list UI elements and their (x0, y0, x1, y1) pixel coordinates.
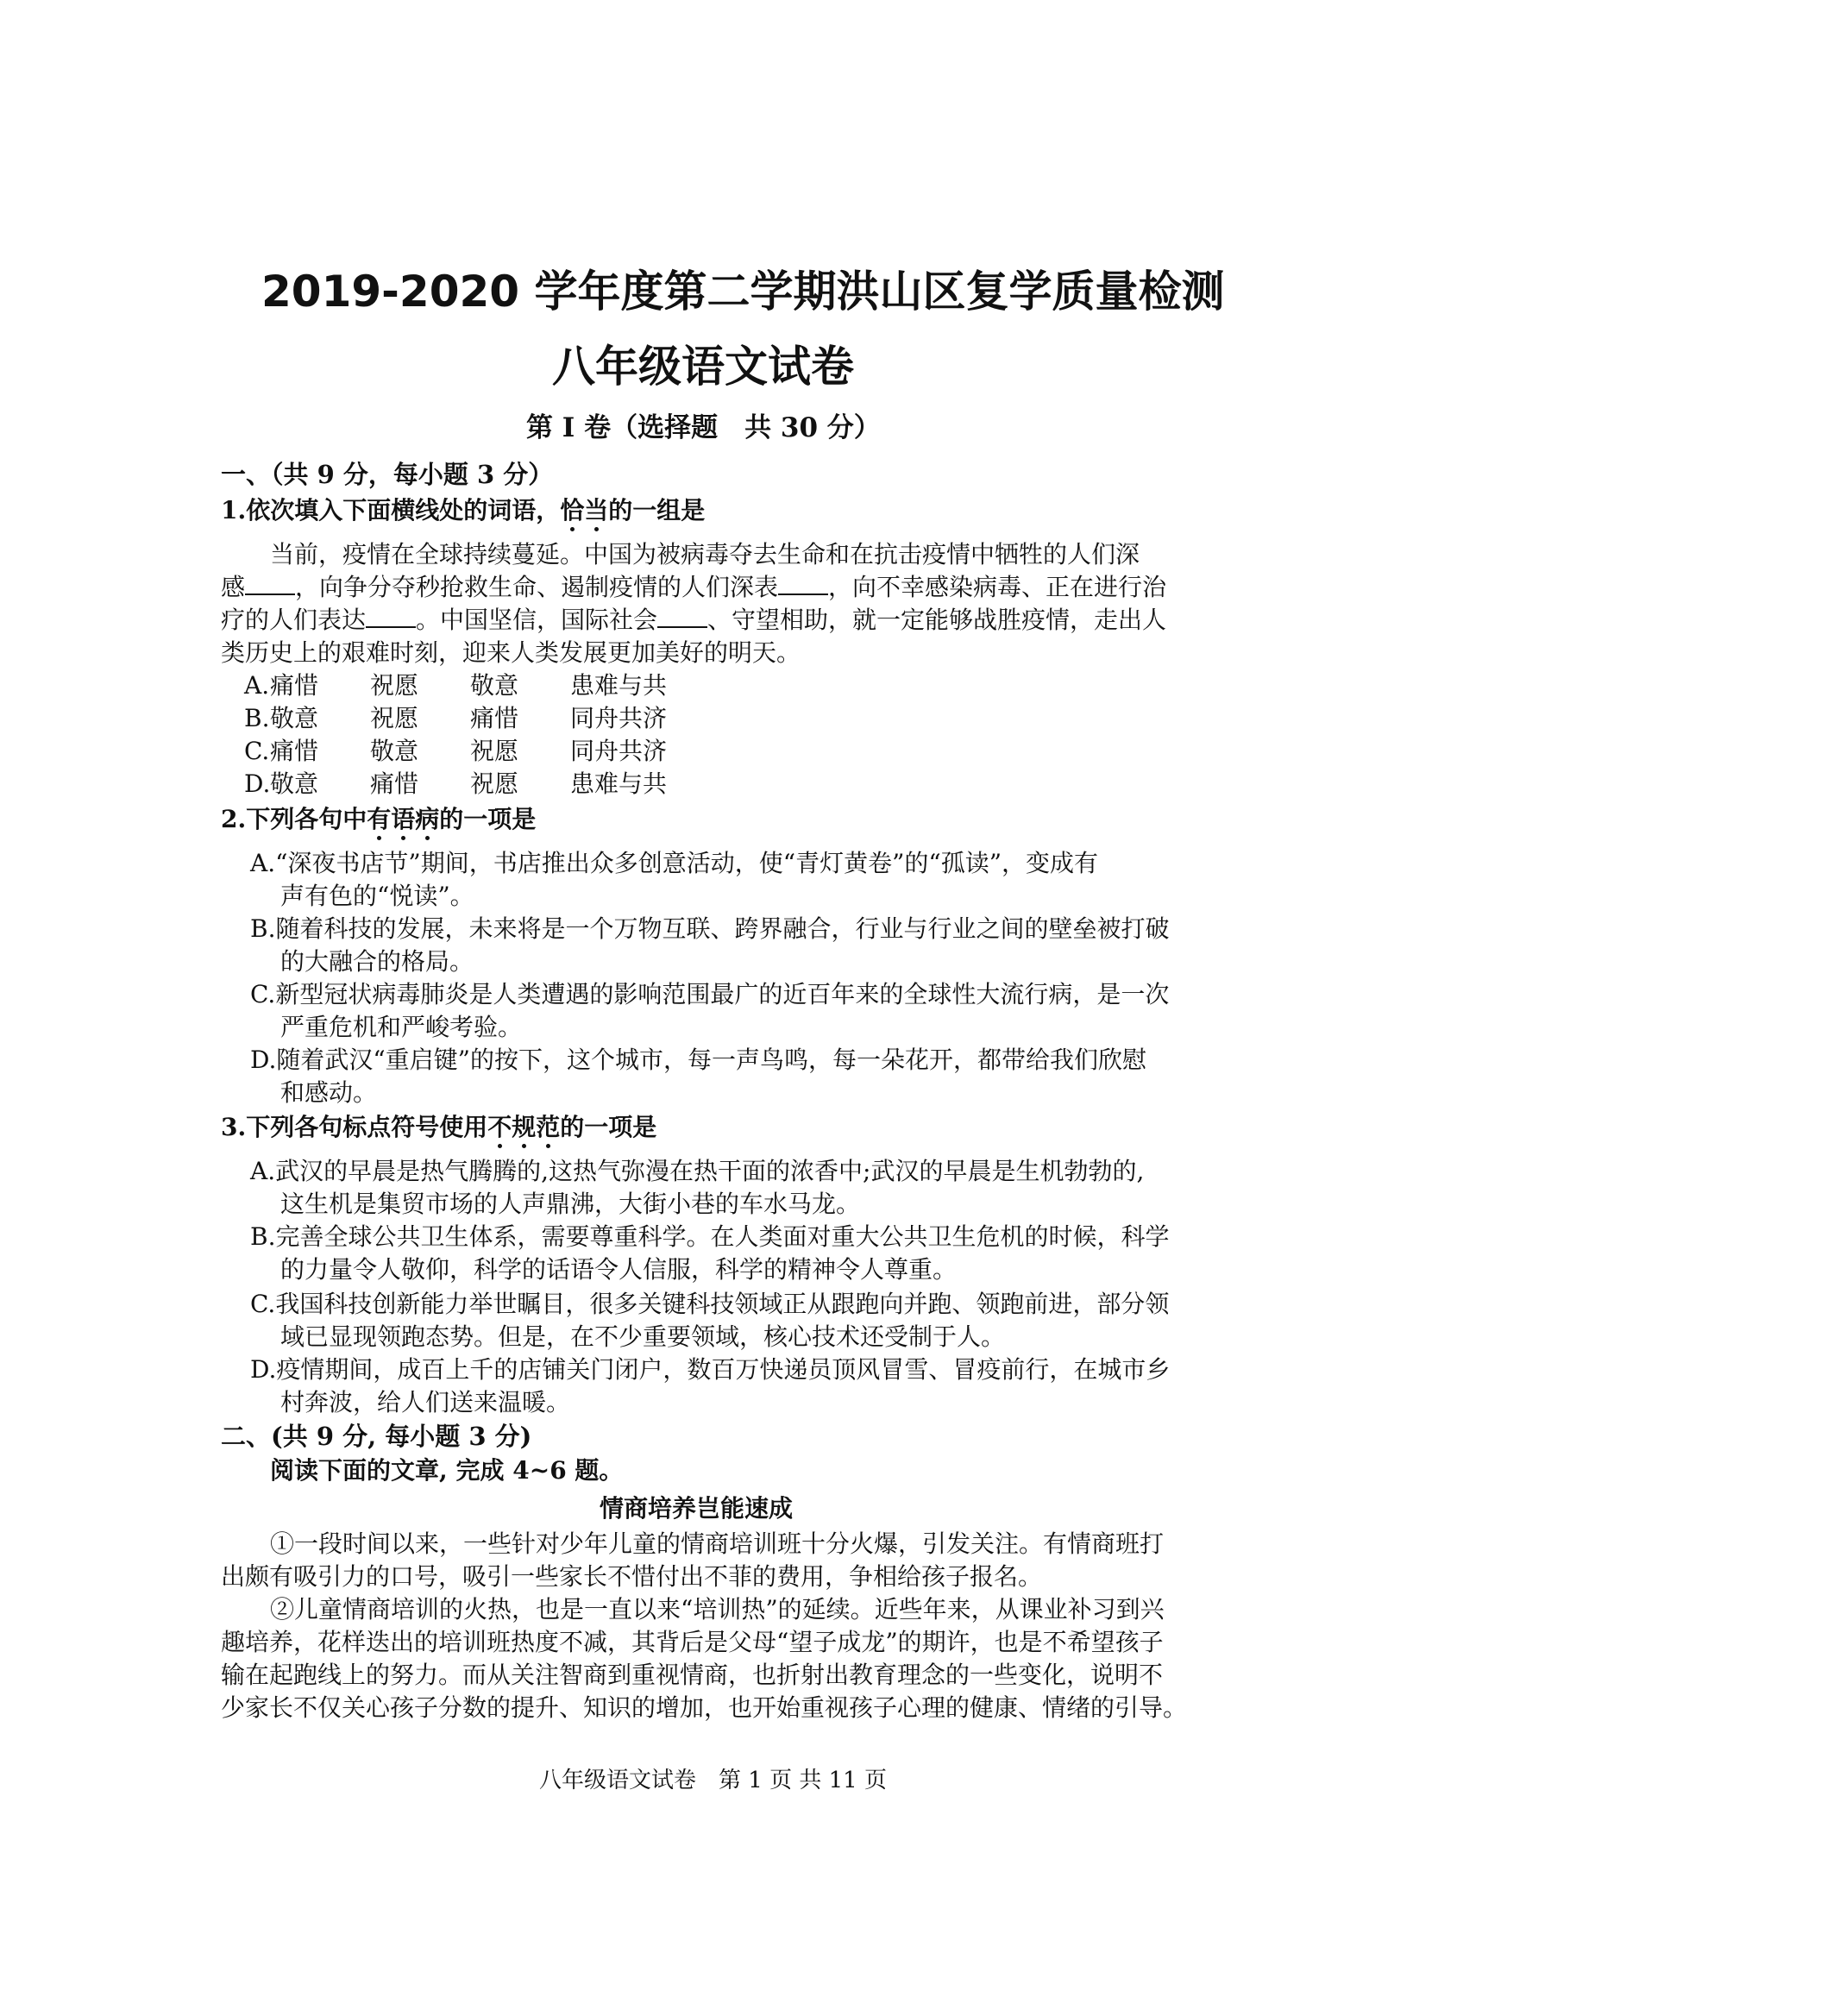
page-footer: 八年级语文试卷 第 1 页 共 11 页 (539, 1768, 887, 1793)
q3-option-b-line-1: B.完善全球公共卫生体系，需要尊重科学。在人类面对重大公共卫生危机的时候，科学 (250, 1222, 1170, 1251)
q1-p3-b: 。中国坚信，国际社会 (416, 606, 658, 634)
section1-heading: 一、（共 9 分，每小题 3 分） (221, 460, 554, 489)
q2-option-a-line-1: A.“深夜书店节”期间，书店推出众多创意活动，使“青灯黄卷”的“孤读”，变成有 (250, 849, 1099, 877)
q2-option-b-line-1: B.随着科技的发展，未来将是一个万物互联、跨界融合，行业与行业之间的壁垒被打破 (250, 914, 1170, 943)
essay-title: 情商培养岂能速成 (600, 1494, 794, 1523)
q2-stem-post: 的一项是 (439, 805, 537, 833)
option-word-1: 敬意 (270, 769, 319, 798)
q3-stem-emphasis-2: 规 (512, 1113, 537, 1141)
option-word-2: 祝愿 (370, 704, 419, 732)
option-word-3: 祝愿 (470, 737, 519, 765)
q1-p2-a: 感 (221, 573, 246, 601)
q1-p2-c: ，向不幸感染病毒、正在进行治 (828, 573, 1167, 601)
q1-option-a (244, 667, 667, 701)
q1-stem-emphasis-1: 恰 (560, 496, 585, 524)
q2-option-d-line-1: D.随着武汉“重启键”的按下，这个城市，每一声鸟鸣，每一朵花开，都带给我们欣慰 (250, 1046, 1146, 1074)
question-2-stem (221, 801, 536, 835)
option-word-3: 祝愿 (470, 769, 519, 798)
q1-p2-b: ，向争分夺秒抢救生命、遏制疫情的人们深表 (295, 573, 779, 601)
q1-p3-c: 、守望相助，就一定能够战胜疫情，走出人 (707, 606, 1167, 634)
q3-stem-pre: 3.下列各句标点符号使用 (221, 1113, 488, 1141)
section2-instruction: 阅读下面的文章, 完成 4~6 题。 (270, 1456, 624, 1485)
q1-option-b (244, 700, 667, 734)
option-word-1: 痛惜 (270, 671, 319, 700)
option-word-2: 痛惜 (370, 769, 419, 798)
q3-option-a-line-2: 这生机是集贸市场的人声鼎沸，大街小巷的车水马龙。 (280, 1190, 861, 1218)
q2-stem-emphasis-1: 有 (367, 805, 392, 833)
option-label: A. (244, 671, 270, 700)
option-word-2: 祝愿 (370, 671, 419, 700)
option-word-1: 痛惜 (270, 737, 319, 765)
option-word-4: 同舟共济 (570, 737, 668, 765)
blank-2 (778, 573, 828, 595)
essay-line-4: 趣培养，花样迭出的培训班热度不减，其背后是父母“望子成龙”的期许，也是不希望孩子 (221, 1628, 1164, 1656)
essay-line-2: 出颇有吸引力的口号，吸引一些家长不惜付出不菲的费用，争相给孩子报名。 (221, 1562, 1043, 1591)
blank-3 (366, 606, 416, 628)
option-label: B. (244, 704, 270, 732)
q1-option-d (244, 765, 667, 800)
option-word-3: 敬意 (470, 671, 519, 700)
q3-stem-emphasis-3: 范 (536, 1113, 561, 1141)
q3-stem-post: 的一项是 (560, 1113, 657, 1141)
part-heading: 第 I 卷（选择题 共 30 分） (526, 412, 881, 443)
section2-heading: 二、(共 9 分, 每小题 3 分) (221, 1422, 532, 1451)
question-3-stem (221, 1108, 656, 1143)
essay-line-3: ②儿童情商培训的火热，也是一直以来“培训热”的延续。近些年来，从课业补习到兴 (270, 1595, 1165, 1623)
q2-option-c-line-1: C.新型冠状病毒肺炎是人类遭遇的影响范围最广的近百年来的全球性大流行病，是一次 (250, 980, 1170, 1008)
exam-title: 2019-2020 学年度第二学期洪山区复学质量检测 (261, 267, 1225, 317)
q2-option-d-line-2: 和感动。 (280, 1078, 378, 1107)
q2-option-c-line-2: 严重危机和严峻考验。 (280, 1013, 523, 1041)
q2-option-a-line-2: 声有色的“悦读”。 (280, 882, 474, 910)
option-word-1: 敬意 (270, 704, 319, 732)
q3-option-b-line-2: 的力量令人敬仰，科学的话语令人信服，科学的精神令人尊重。 (280, 1255, 958, 1284)
q2-option-b-line-2: 的大融合的格局。 (280, 947, 474, 976)
option-word-2: 敬意 (370, 737, 419, 765)
q2-stem-emphasis-2: 语 (391, 805, 416, 833)
essay-line-5: 输在起跑线上的努力。而从关注智商到重视情商，也折射出教育理念的一些变化，说明不 (221, 1661, 1164, 1689)
q1-passage-line-3 (221, 601, 1166, 636)
q3-option-a-line-1: A.武汉的早晨是热气腾腾的,这热气弥漫在热干面的浓香中;武汉的早晨是生机勃勃的, (250, 1157, 1145, 1185)
option-word-4: 同舟共济 (570, 704, 668, 732)
q1-stem-emphasis-2: 当 (584, 496, 609, 524)
q3-option-d-line-2: 村奔波，给人们送来温暖。 (280, 1388, 571, 1416)
q3-stem-emphasis-1: 不 (487, 1113, 512, 1141)
q1-passage-line-4: 类历史上的艰难时刻，迎来人类发展更加美好的明天。 (221, 638, 801, 667)
q3-option-c-line-1: C.我国科技创新能力举世瞩目，很多关键科技领域正从跟跑向并跑、领跑前进，部分领 (250, 1290, 1170, 1318)
q3-option-d-line-1: D.疫情期间，成百上千的店铺关门闭户，数百万快递员顶风冒雪、冒疫前行，在城市乡 (250, 1355, 1171, 1384)
essay-line-1: ①一段时间以来，一些针对少年儿童的情商培训班十分火爆，引发关注。有情商班打 (270, 1529, 1165, 1558)
q1-stem-post: 的一组是 (608, 496, 706, 524)
q3-option-c-line-2: 域已显现领跑态势。但是，在不少重要领域，核心技术还受制于人。 (280, 1322, 1006, 1351)
q1-stem-pre: 1.依次填入下面横线处的词语， (221, 496, 561, 524)
q1-option-c (244, 732, 667, 767)
q2-stem-emphasis-3: 病 (415, 805, 440, 833)
q1-passage-line-2 (221, 568, 1166, 603)
option-label: C. (244, 737, 270, 765)
q1-passage-line-1: 当前，疫情在全球持续蔓延。中国为被病毒夺去生命和在抗击疫情中牺牲的人们深 (270, 540, 1140, 568)
q1-p3-a: 疗的人们表达 (221, 606, 367, 634)
question-1-stem (221, 492, 705, 526)
q2-stem-pre: 2.下列各句中 (221, 805, 367, 833)
option-label: D. (244, 769, 271, 798)
essay-line-6: 少家长不仅关心孩子分数的提升、知识的增加，也开始重视孩子心理的健康、情绪的引导。 (221, 1693, 1188, 1722)
exam-subtitle: 八年级语文试卷 (552, 342, 854, 392)
blank-4 (657, 606, 707, 628)
option-word-3: 痛惜 (470, 704, 519, 732)
blank-1 (245, 573, 295, 595)
option-word-4: 患难与共 (570, 769, 668, 798)
option-word-4: 患难与共 (570, 671, 668, 700)
